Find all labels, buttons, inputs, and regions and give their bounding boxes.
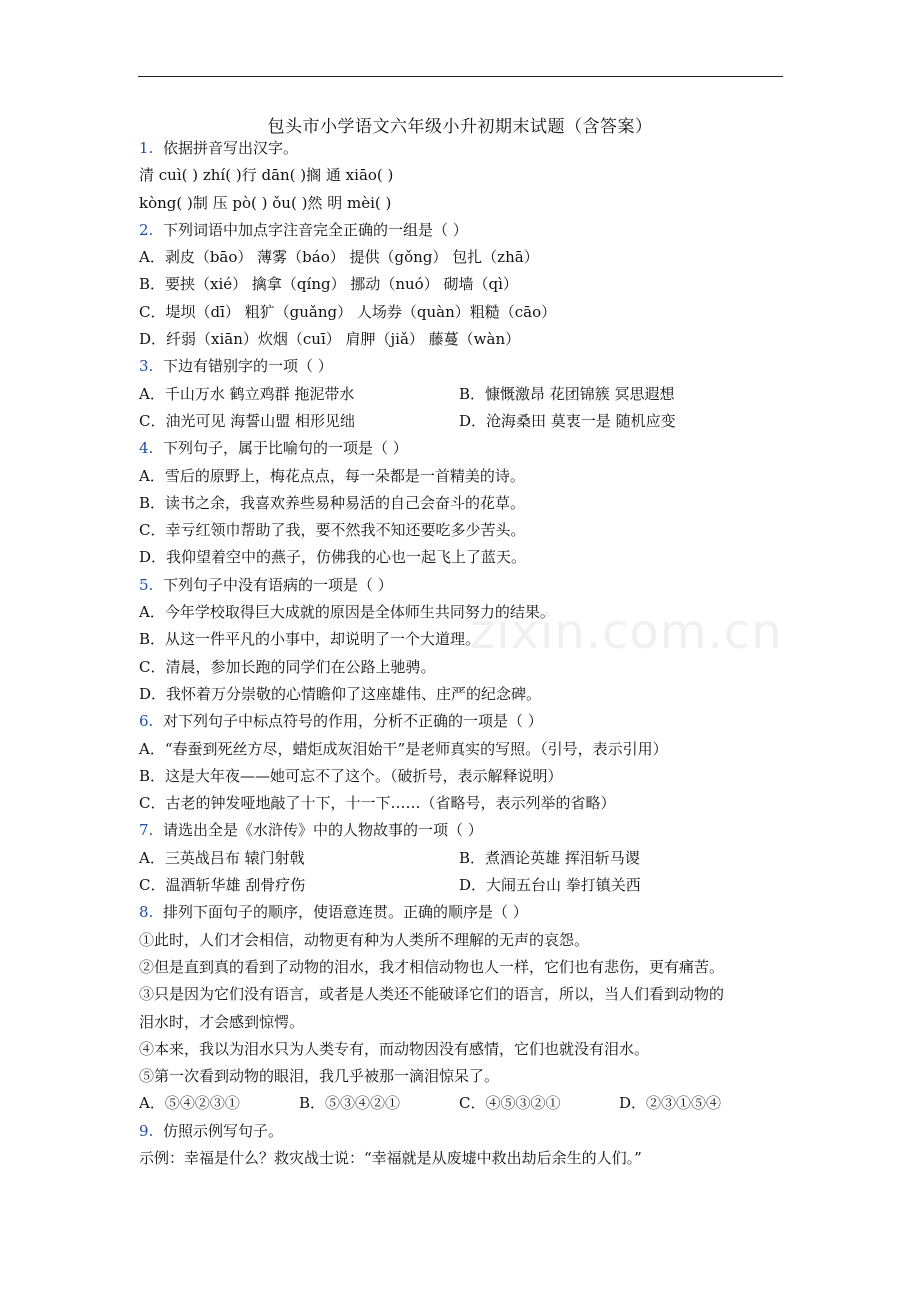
question-number: 6. <box>139 712 154 731</box>
text-line <box>139 763 789 790</box>
text-line <box>139 954 789 981</box>
question-number: 9. <box>139 1121 154 1140</box>
line-text: B．要挟（xié） 擒拿（qíng） 挪动（nuó） 砌墙（qì） <box>139 275 518 294</box>
question-line <box>139 435 789 462</box>
option-text: D．②③①⑤④ <box>619 1094 722 1113</box>
text-line <box>139 544 789 571</box>
line-text: D．我仰望着空中的燕子，仿佛我的心也一起飞上了蓝天。 <box>139 548 527 567</box>
option-text: B．煮酒论英雄 挥泪斩马谡 <box>459 848 640 867</box>
line-text: C．幸亏红领巾帮助了我，要不然我不知还要吃多少苦头。 <box>139 521 526 540</box>
question-line <box>139 135 789 162</box>
option-text: B．⑤③④②① <box>299 1094 401 1113</box>
text-line <box>139 490 789 517</box>
question-line <box>139 817 789 844</box>
line-text: A．今年学校取得巨大成就的原因是全体师生共同努力的结果。 <box>139 603 555 622</box>
line-text: kòng( )制 压 pò( ) ǒu( )然 明 mèi( ) <box>139 193 392 212</box>
text-line <box>139 1009 789 1036</box>
text-line <box>139 244 789 271</box>
line-text: 泪水时，才会感到惊愕。 <box>139 1012 305 1031</box>
line-text: A．雪后的原野上，梅花点点，每一朵都是一首精美的诗。 <box>139 466 525 485</box>
text-line <box>139 190 789 217</box>
line-text: B．从这一件平凡的小事中，却说明了一个大道理。 <box>139 630 481 649</box>
option-text: D．大闹五台山 拳打镇关西 <box>459 876 641 895</box>
text-line <box>139 599 789 626</box>
line-text: 下列句子中没有语病的一项是（ ） <box>163 575 393 594</box>
text-line <box>139 681 789 708</box>
text-line <box>139 736 789 763</box>
option-text: C．④⑤③②① <box>459 1094 561 1113</box>
line-text: 下列词语中加点字注音完全正确的一组是（ ） <box>163 220 468 239</box>
text-line <box>139 162 789 189</box>
question-line <box>139 708 789 735</box>
line-text: 下列句子，属于比喻句的一项是（ ） <box>163 439 408 458</box>
line-text: ②但是直到真的看到了动物的泪水，我才相信动物也人一样，它们也有悲伤，更有痛苦。 <box>139 957 725 976</box>
text-line <box>139 1063 789 1090</box>
line-text: C．清晨，参加长跑的同学们在公路上驰骋。 <box>139 657 436 676</box>
question-line <box>139 217 789 244</box>
line-text: ④本来，我以为泪水只为人类专有，而动物因没有感情，它们也就没有泪水。 <box>139 1039 650 1058</box>
line-text: 仿照示例写句子。 <box>163 1121 284 1140</box>
question-number: 2. <box>139 220 154 239</box>
question-number: 8. <box>139 903 154 922</box>
line-text: ①此时，人们才会相信，动物更有种为人类所不理解的无声的哀怨。 <box>139 930 590 949</box>
line-text: A．“春蚕到死丝方尽，蜡炬成灰泪始干”是老师真实的写照。（引号，表示引用） <box>139 739 668 758</box>
option-text: A．三英战吕布 辕门射戟 <box>139 848 305 867</box>
text-line <box>139 1145 789 1172</box>
text-line <box>139 271 789 298</box>
option-text: B．慷慨激昂 花团锦簇 冥思遐想 <box>459 384 675 403</box>
line-text: 请选出全是《水浒传》中的人物故事的一项（ ） <box>163 821 483 840</box>
line-text: 依据拼音写出汉字。 <box>163 139 299 157</box>
line-text: C．堤坝（dī） 粗犷（guǎng） 人场券（quàn）粗糙（cāo） <box>139 302 557 321</box>
question-number: 3. <box>139 357 154 376</box>
line-text: D．纤弱（xiān）炊烟（cuī） 肩胛（jiǎ） 藤蔓（wàn） <box>139 330 521 349</box>
line-text: C．古老的钟发哑地敲了十下，十一下……（省略号，表示列举的省略） <box>139 794 616 813</box>
option-text: C．油光可见 海誓山盟 相形见绌 <box>139 411 356 430</box>
line-text: A．剥皮（bāo） 薄雾（báo） 提供（gǒng） 包扎（zhā） <box>139 248 539 267</box>
text-line <box>139 1036 789 1063</box>
document-body <box>139 135 789 1172</box>
text-line <box>139 326 789 353</box>
question-line <box>139 353 789 380</box>
option-row <box>139 845 789 872</box>
option-text: A．千山万水 鹤立鸡群 拖泥带水 <box>139 384 355 403</box>
option-row <box>139 408 789 435</box>
option-row <box>139 381 789 408</box>
text-line <box>139 626 789 653</box>
line-text: B．读书之余，我喜欢养些易种易活的自己会奋斗的花草。 <box>139 493 526 512</box>
question-line <box>139 899 789 926</box>
option-row <box>139 1090 789 1117</box>
line-text: D．我怀着万分崇敬的心情瞻仰了这座雄伟、庄严的纪念碑。 <box>139 684 542 703</box>
question-number: 5. <box>139 575 154 594</box>
text-line <box>139 299 789 326</box>
line-text: ⑤第一次看到动物的眼泪，我几乎被那一滴泪惊呆了。 <box>139 1067 500 1086</box>
text-line <box>139 927 789 954</box>
text-line <box>139 790 789 817</box>
line-text: B．这是大年夜——她可忘不了这个。（破折号，表示解释说明） <box>139 766 563 785</box>
question-number: 1. <box>139 139 154 157</box>
text-line <box>139 981 789 1008</box>
question-number: 4. <box>139 439 154 458</box>
line-text: 对下列句子中标点符号的作用，分析不正确的一项是（ ） <box>163 712 543 731</box>
question-line <box>139 572 789 599</box>
watermark: zixin.com.cn <box>470 604 783 660</box>
option-text: D．沧海桑田 莫衷一是 随机应变 <box>459 411 676 430</box>
question-line <box>139 1118 789 1145</box>
text-line <box>139 654 789 681</box>
line-text: 排列下面句子的顺序，使语意连贯。正确的顺序是（ ） <box>163 903 528 922</box>
line-text: 示例：幸福是什么？救灾战士说：“幸福就是从废墟中救出劫后余生的人们。” <box>139 1148 642 1167</box>
page-title: 包头市小学语文六年级小升初期末试题（含答案） <box>267 117 653 137</box>
question-number: 7. <box>139 821 154 840</box>
option-text: A．⑤④②③① <box>139 1094 240 1113</box>
option-row <box>139 872 789 899</box>
line-text: ③只是因为它们没有语言，或者是人类还不能破译它们的语言，所以，当人们看到动物的 <box>139 985 725 1004</box>
header-rule <box>138 76 783 77</box>
line-text: 下边有错别字的一项（ ） <box>163 357 333 376</box>
option-text: C．温酒斩华雄 刮骨疗伤 <box>139 876 306 895</box>
text-line <box>139 463 789 490</box>
line-text: 清 cuì( ) zhí( )行 dān( )搁 通 xiāo( ) <box>139 166 394 185</box>
text-line <box>139 517 789 544</box>
